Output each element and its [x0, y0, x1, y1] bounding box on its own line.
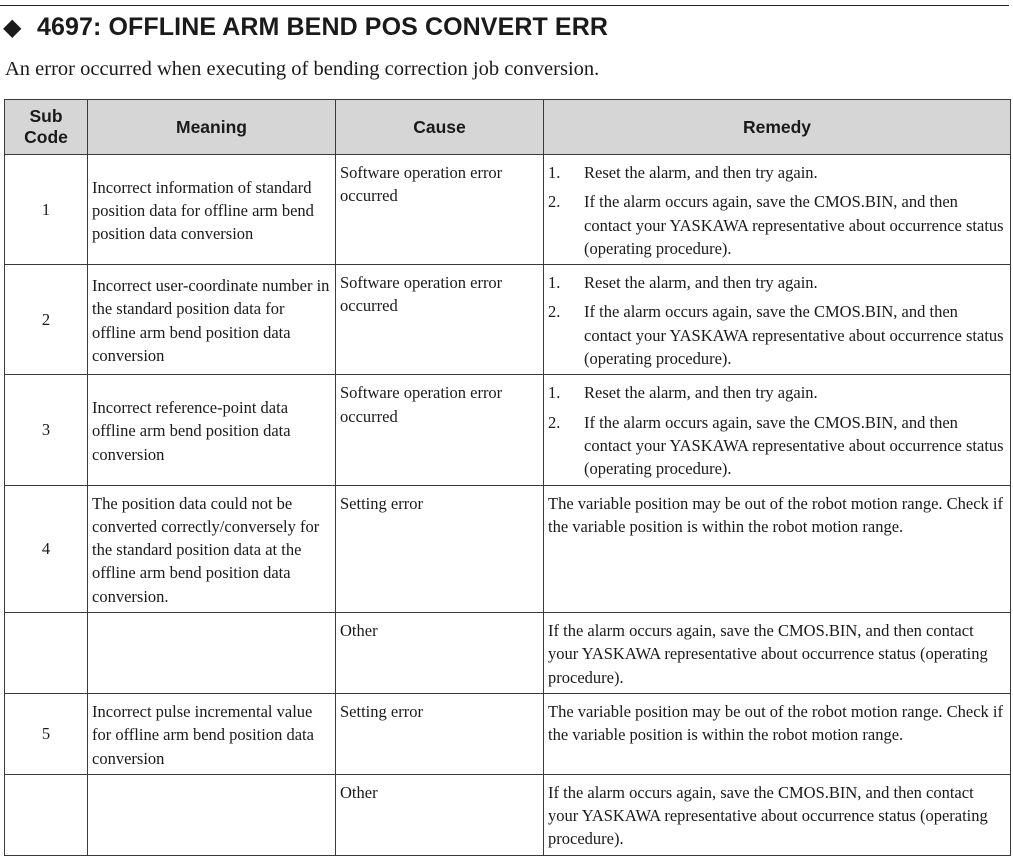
remedy-cell: If the alarm occurs again, save the CMOS.BIN, and then contact your YASKAWA representative about occurrence status (operating procedure). — [544, 774, 1011, 855]
remedy-step: 2. If the alarm occurs again, save the CMOS.BIN, and then contact your YASKAWA representative about occurrence status (operating procedure). — [548, 412, 1004, 479]
meaning-cell: Incorrect reference-point data offline arm bend position data conversion — [88, 375, 336, 485]
alarm-description: An error occurred when executing of bending correction job conversion. — [5, 58, 600, 80]
remedy-step: 1. Reset the alarm, and then try again. — [548, 163, 818, 182]
remedy-step: 2. If the alarm occurs again, save the CMOS.BIN, and then contact your YASKAWA representative about occurrence status (operating procedure). — [548, 302, 1004, 369]
meaning-cell: Incorrect information of standard position data for offline arm bend position data conversion — [88, 155, 336, 265]
cause-cell: Setting error — [336, 693, 544, 774]
meaning-cell — [88, 774, 336, 855]
cause-cell: Software operation error occurred — [336, 375, 544, 485]
remedy-cell: The variable position may be out of the robot motion range. Check if the variable position is within the robot motion range. — [544, 693, 1011, 774]
remedy-step: 1. Reset the alarm, and then try again. — [548, 383, 818, 403]
cause-cell: Software operation error occurred — [336, 265, 544, 375]
meaning-cell: Incorrect user-coordinate number in the standard position data for offline arm bend position data conversion — [88, 265, 336, 375]
sub-code-cell — [5, 774, 88, 855]
alarm-table — [4, 99, 1011, 856]
table-row — [5, 485, 1011, 612]
diamond-bullet-icon: ◆ — [3, 13, 22, 41]
remedy-steps — [548, 381, 1006, 480]
sub-code-cell: 5 — [5, 693, 88, 774]
sub-code-cell: 2 — [5, 265, 88, 375]
remedy-cell — [544, 265, 1011, 375]
table-header-row — [5, 100, 1011, 155]
remedy-cell: If the alarm occurs again, save the CMOS.BIN, and then contact your YASKAWA representative about occurrence status (operating procedure). — [544, 613, 1011, 694]
cause-cell: Setting error — [336, 485, 544, 612]
alarm-heading — [3, 11, 608, 43]
header-remedy: Remedy — [544, 100, 1011, 155]
sub-code-cell: 1 — [5, 155, 88, 265]
sub-code-cell — [5, 613, 88, 694]
table-row — [5, 693, 1011, 774]
remedy-cell: The variable position may be out of the robot motion range. Check if the variable position is within the robot motion range. — [544, 485, 1011, 612]
header-sub-code: Sub Code — [5, 100, 88, 155]
remedy-cell — [544, 375, 1011, 485]
cause-cell: Software operation error occurred — [336, 155, 544, 265]
table-row — [5, 155, 1011, 265]
alarm-title: 4697: OFFLINE ARM BEND POS CONVERT ERR — [37, 12, 608, 41]
meaning-cell — [88, 613, 336, 694]
table-row — [5, 613, 1011, 694]
table-row — [5, 375, 1011, 485]
table-row — [5, 265, 1011, 375]
meaning-cell: Incorrect pulse incremental value for offline arm bend position data conversion — [88, 693, 336, 774]
remedy-cell — [544, 155, 1011, 265]
header-meaning: Meaning — [88, 100, 336, 155]
remedy-step: 1. Reset the alarm, and then try again. — [548, 273, 818, 293]
cause-cell: Other — [336, 613, 544, 694]
remedy-steps — [548, 271, 1006, 370]
remedy-steps — [548, 161, 1006, 260]
meaning-cell: The position data could not be converted correctly/conversely for the standard position data at the offline arm bend position data conversion. — [88, 485, 336, 612]
header-cause: Cause — [336, 100, 544, 155]
sub-code-cell: 4 — [5, 485, 88, 612]
table-row — [5, 774, 1011, 855]
top-rule — [0, 5, 1009, 6]
cause-cell: Other — [336, 774, 544, 855]
sub-code-cell: 3 — [5, 375, 88, 485]
remedy-step: 2. If the alarm occurs again, save the CMOS.BIN, and then contact your YASKAWA representative about occurrence status (operating procedure). — [548, 192, 1004, 258]
